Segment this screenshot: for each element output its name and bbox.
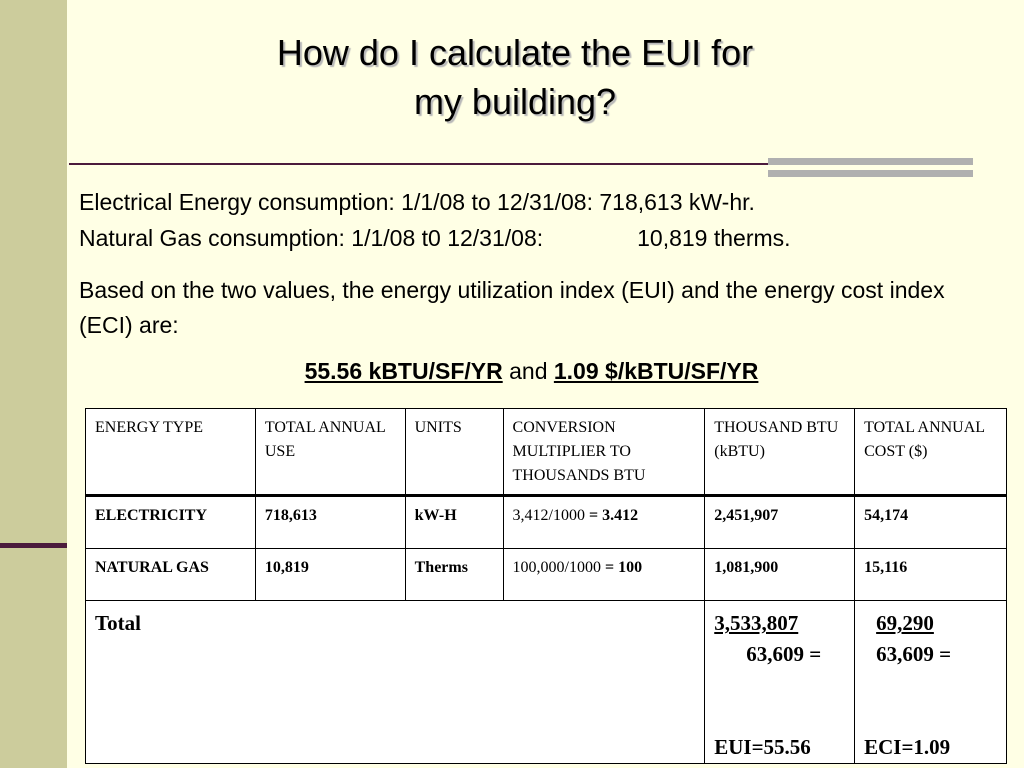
total-cost-cell: [855, 601, 1007, 764]
sidebar-divider: [0, 543, 67, 548]
table-header-row: [86, 409, 1007, 496]
table-total-row: [86, 601, 1007, 764]
eci-result: 1.09 $/kBTU/SF/YR: [553, 358, 759, 384]
left-sidebar-band: [0, 0, 67, 768]
table-row: [86, 549, 1007, 601]
energy-table: [85, 408, 1007, 764]
eci-value: ECI=1.09: [864, 735, 951, 759]
cell-cost: 54,174: [855, 496, 1007, 549]
cell-cost: 15,116: [855, 549, 1007, 601]
conversion-result: = 100: [604, 559, 643, 576]
cell-conversion: [503, 496, 705, 549]
total-kbtu-cell: [705, 601, 855, 764]
cell-annual-use: 10,819: [255, 549, 405, 601]
cell-energy-type: NATURAL GAS: [86, 549, 256, 601]
header-cell: CONVERSION MULTIPLIER TO THOUSANDS BTU: [503, 409, 705, 496]
cell-kbtu: 1,081,900: [705, 549, 855, 601]
eui-value: EUI=55.56: [714, 735, 811, 759]
title-line-2: my building?: [413, 81, 617, 122]
cell-annual-use: 718,613: [255, 496, 405, 549]
slide-title: [120, 28, 910, 126]
title-decor-bars: [768, 158, 973, 178]
result-line: [79, 358, 984, 385]
header-cell: THOUSAND BTU (kBTU): [705, 409, 855, 496]
conversion-expression: 100,000/1000: [512, 559, 601, 576]
cost-sum-line: [864, 608, 997, 639]
cell-units: kW-H: [405, 496, 503, 549]
conversion-expression: 3,412/1000: [512, 507, 585, 524]
cell-conversion: [503, 549, 705, 601]
header-cell: TOTAL ANNUAL COST ($): [855, 409, 1007, 496]
decor-bar: [768, 158, 973, 165]
result-and: and: [509, 358, 548, 384]
kbtu-sum: 3,533,807: [714, 611, 799, 635]
header-cell: ENERGY TYPE: [86, 409, 256, 496]
header-cell: UNITS: [405, 409, 503, 496]
eui-result: 55.56 kBTU/SF/YR: [304, 358, 503, 384]
total-label: Total: [86, 601, 705, 764]
table-row: [86, 496, 1007, 549]
decor-bar: [768, 170, 973, 177]
gas-consumption-value: 10,819 therms.: [637, 225, 791, 251]
gas-consumption-line: [79, 225, 979, 252]
explanation-paragraph: Based on the two values, the energy utilization index (EUI) and the energy cost index (ECI) are:: [79, 277, 945, 338]
cell-units: Therms: [405, 549, 503, 601]
conversion-result: = 3.412: [588, 507, 639, 524]
title-underline: [69, 163, 769, 165]
cell-energy-type: ELECTRICITY: [86, 496, 256, 549]
kbtu-divisor: 63,609 =: [746, 642, 822, 666]
title-line-1: How do I calculate the EUI for: [276, 32, 754, 73]
gas-consumption-label: Natural Gas consumption: 1/1/08 t0 12/31/08:: [79, 225, 544, 251]
header-cell: TOTAL ANNUAL USE: [255, 409, 405, 496]
electric-consumption-line: Electrical Energy consumption: 1/1/08 to 12/31/08: 718,613 kW-hr.: [79, 189, 755, 215]
cost-sum: 69,290: [876, 611, 934, 635]
cell-kbtu: 2,451,907: [705, 496, 855, 549]
cost-divisor: 63,609 =: [876, 642, 952, 666]
